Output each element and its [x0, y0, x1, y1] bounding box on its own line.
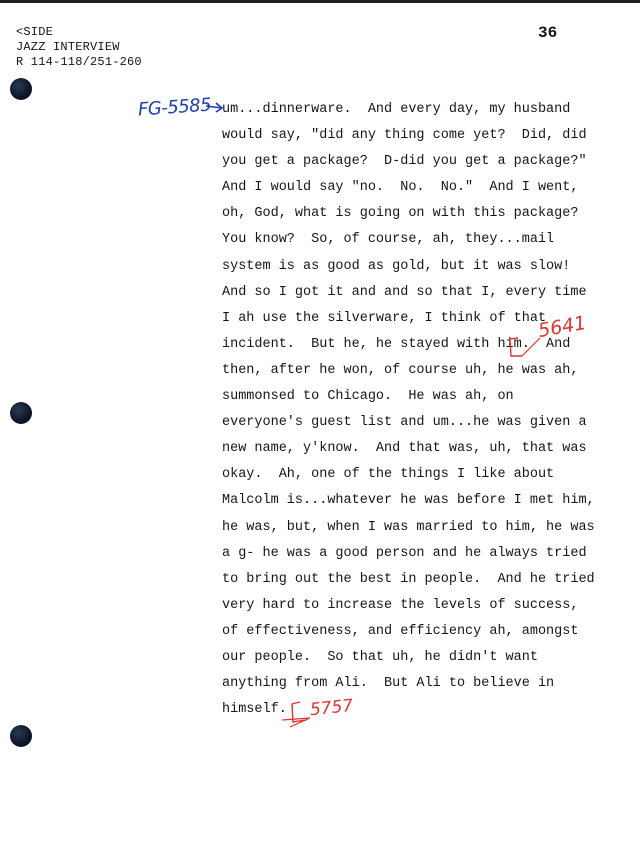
page-number: 36 [538, 24, 558, 42]
transcript-line: I ah use the silverware, I think of that [222, 310, 547, 326]
transcript-line: Malcolm is...whatever he was before I met him, [222, 493, 595, 509]
blue-margin-note: FG-5585 [137, 94, 212, 121]
transcript-line: very hard to increase the levels of success, [222, 597, 579, 613]
header-line-3: R 114-118/251-260 [16, 55, 142, 69]
red-bracket-mark [510, 338, 522, 356]
transcript-line: then, after he won, of course uh, he was ah, [222, 362, 579, 378]
transcript-line: he was, but, when I was married to him, he was [222, 519, 595, 535]
transcript-line: anything from Ali. But Ali to believe in [222, 676, 555, 692]
transcript-line: you get a package? D-did you get a package?" [222, 154, 587, 170]
transcript-line: summonsed to Chicago. He was ah, on [222, 389, 514, 405]
red-squiggle-mark [282, 718, 310, 727]
transcript-line: system is as good as gold, but it was slow! [222, 258, 571, 274]
transcript-line: oh, God, what is going on with this package? [222, 206, 579, 222]
transcript-line: And I would say "no. No. No." And I went, [222, 180, 579, 196]
transcript-line: everyone's guest list and um...he was given a [222, 415, 587, 431]
transcript-line: himself. [222, 702, 287, 718]
transcript-line: new name, y'know. And that was, uh, that was [222, 441, 587, 457]
transcript-line: a g- he was a good person and he always tried [222, 545, 587, 561]
red-tick-mark [522, 338, 540, 356]
transcript-line: to bring out the best in people. And he tried [222, 571, 595, 587]
header-line-1: <SIDE [16, 25, 54, 39]
transcript-line: okay. Ah, one of the things I like about [222, 467, 555, 483]
transcript-line: would say, "did any thing come yet? Did, did [222, 128, 587, 144]
transcript-line: our people. So that uh, he didn't want [222, 649, 538, 665]
red-margin-note: 5757 [309, 695, 355, 721]
red-margin-note: 5641 [536, 311, 588, 343]
transcript-line: of effectiveness, and efficiency ah, amongst [222, 623, 579, 639]
header-line-2: JAZZ INTERVIEW [16, 40, 120, 54]
transcript-line: um...dinnerware. And every day, my husband [222, 102, 571, 117]
transcript-line: And so I got it and and so that I, every time [222, 284, 587, 300]
transcript-line: incident. But he, he stayed with him. And [222, 336, 571, 352]
transcript-line: You know? So, of course, ah, they...mail [222, 232, 555, 248]
